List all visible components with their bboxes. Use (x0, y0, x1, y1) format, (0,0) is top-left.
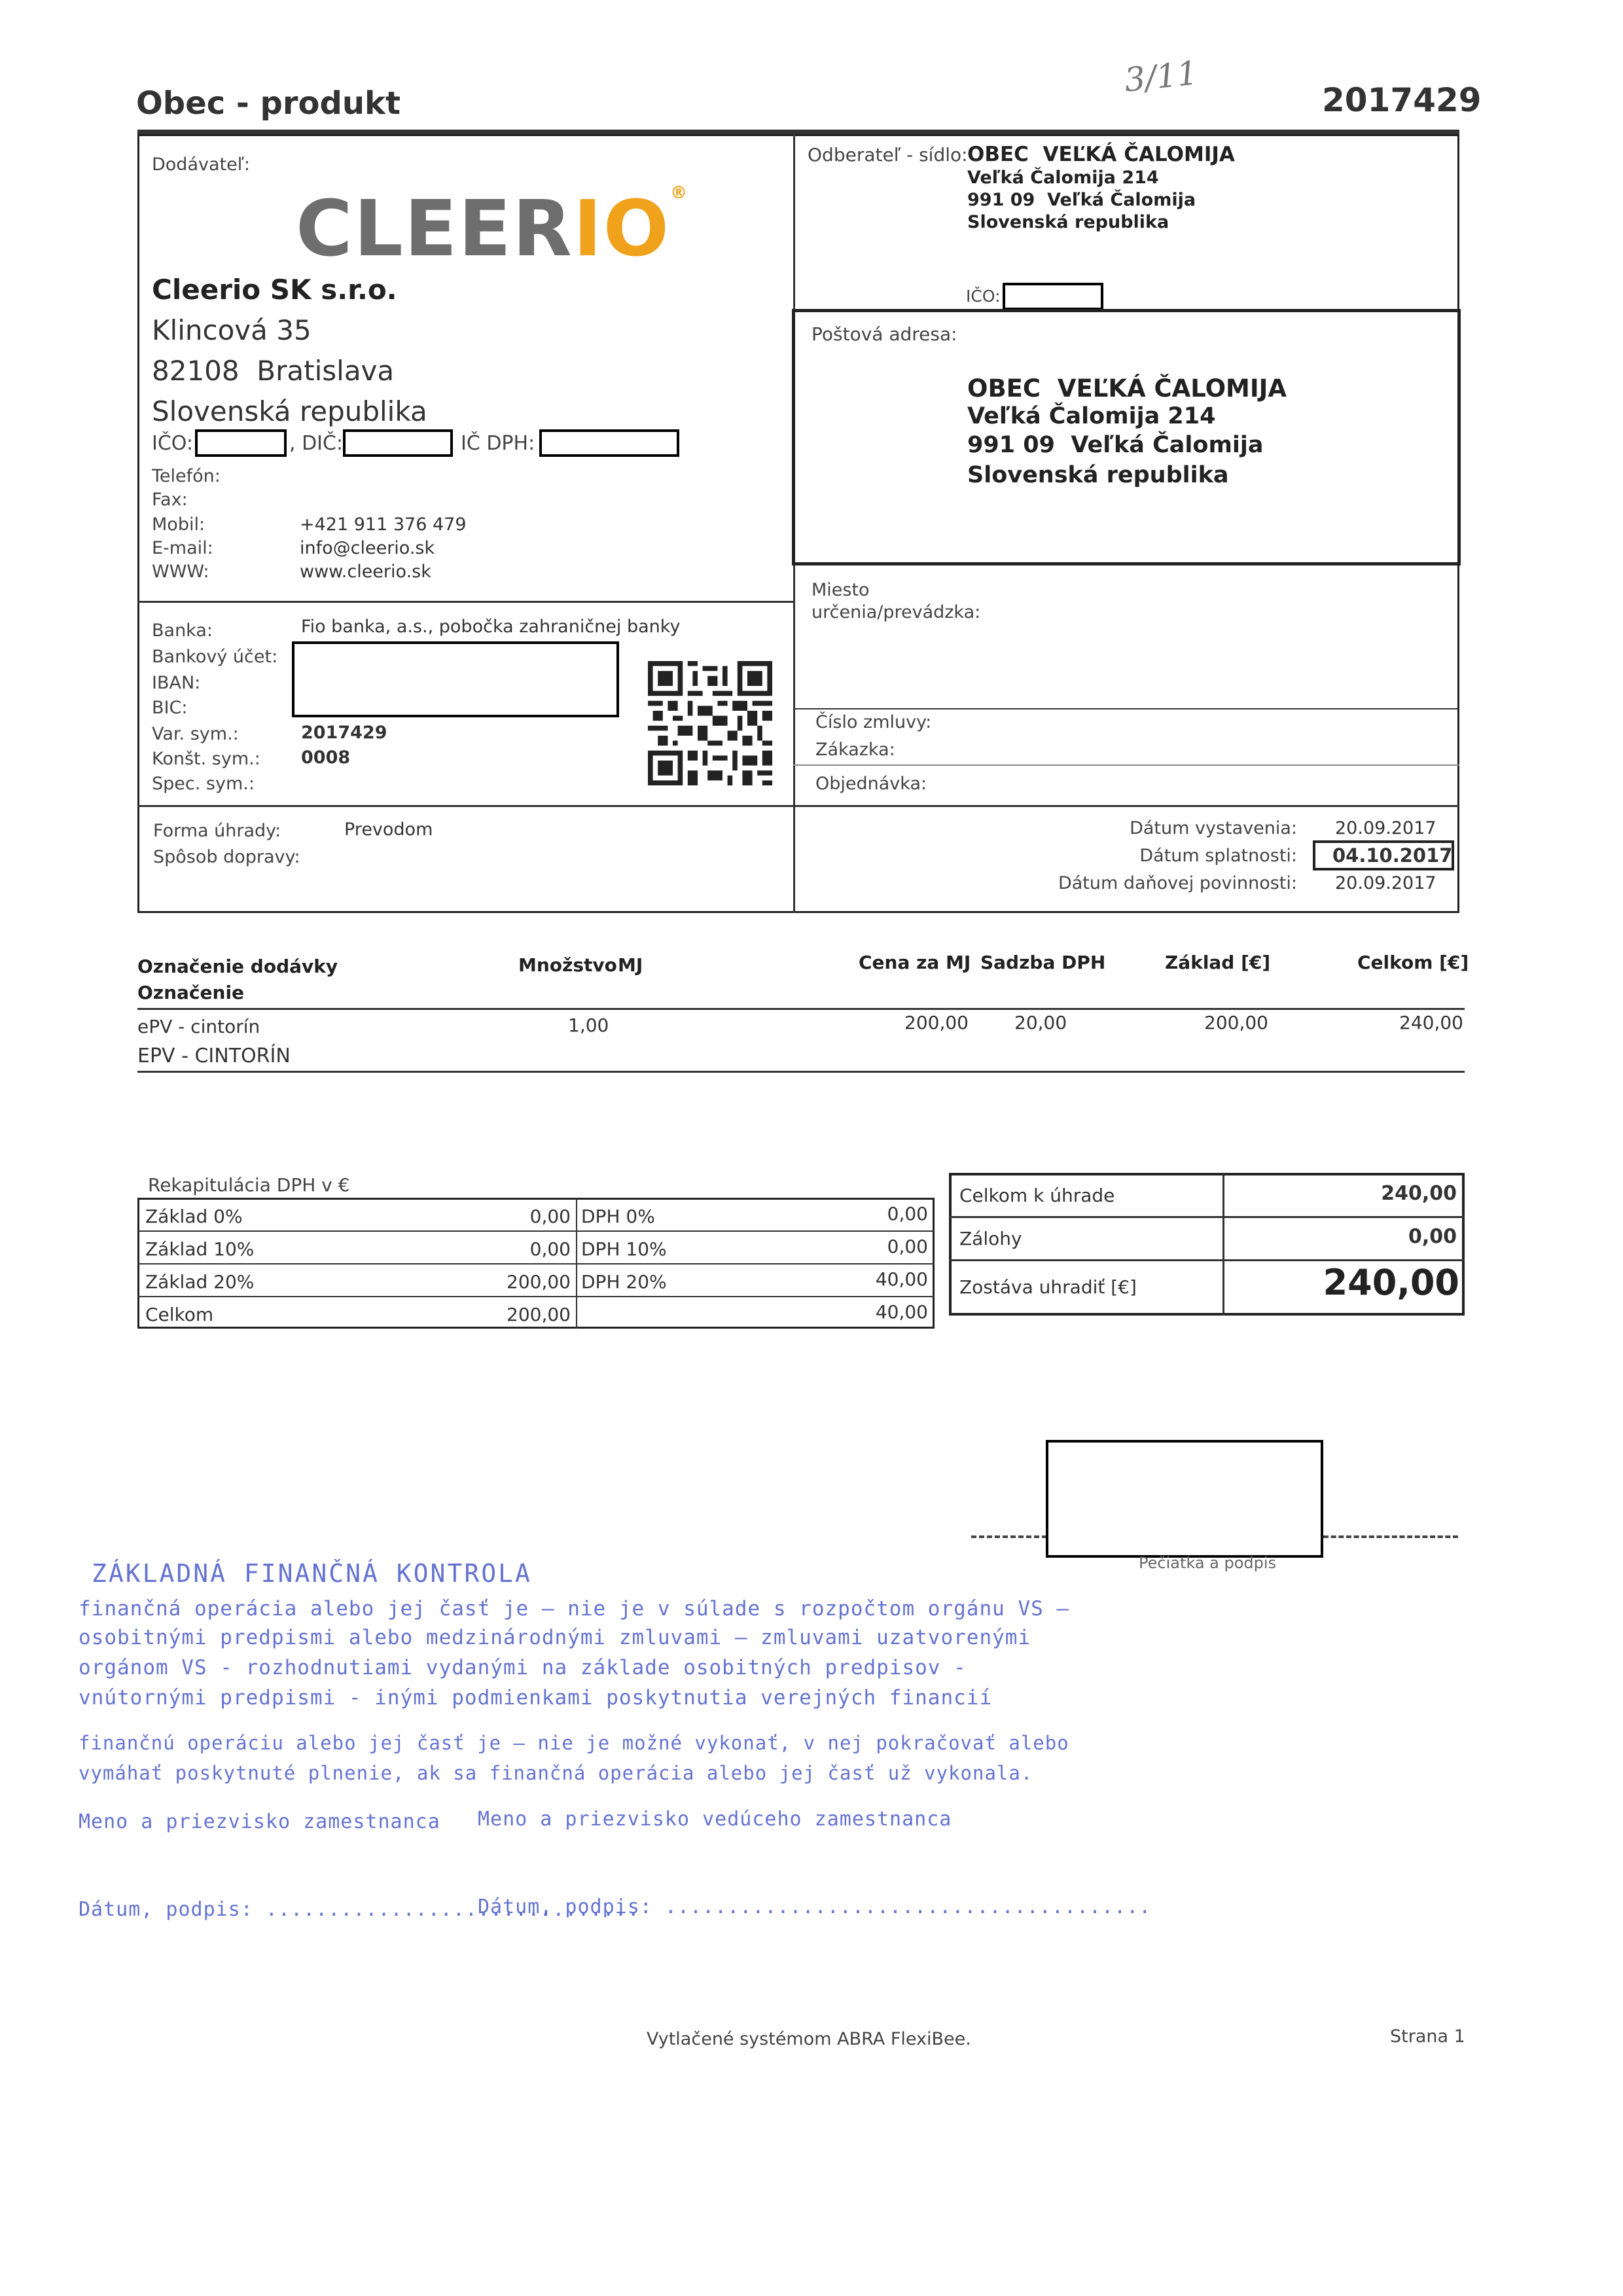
postal-city: 991 09 Veľká Čalomija (967, 432, 1264, 458)
supplier-dic-redacted (343, 429, 453, 457)
item-vat-rate: 20,00 (1014, 1012, 1067, 1033)
customer-ico-label: IČO: (966, 287, 1001, 306)
vat-label-0: DPH 0% (581, 1206, 655, 1227)
contact-label-phone: Telefón: (152, 466, 221, 486)
item-qty: 1,00 (568, 1014, 609, 1036)
shipping-label: Spôsob dopravy: (153, 847, 300, 867)
customer-ico-redacted (1003, 283, 1103, 310)
vat-value-0: 0,00 (887, 1203, 928, 1225)
issue-date-value: 20.09.2017 (1335, 818, 1436, 838)
stamp-manager-date-signature: Dátum, podpis: ....................................... (478, 1895, 1152, 1918)
vat-base-value-3: 200,00 (507, 1304, 571, 1325)
stamp-employee-name: Meno a priezvisko zamestnanca (79, 1810, 440, 1833)
contact-email-value[interactable]: info@cleerio.sk (300, 538, 435, 558)
tax-date-label: Dátum daňovej povinnosti: (1058, 873, 1297, 893)
spec-sym-label: Spec. sym.: (152, 774, 255, 794)
vat-col-divider (576, 1198, 577, 1329)
advances-value: 0,00 (1408, 1225, 1457, 1248)
contact-www-value[interactable]: www.cleerio.sk (300, 562, 431, 582)
stamp-line-2: osobitnými predpismi alebo medzinárodnými zmluvami – zmluvami uzatvorenými (79, 1626, 1031, 1649)
customer-name: OBEC VEĽKÁ ČALOMIJA (967, 143, 1235, 166)
bank-payment-divider (137, 805, 1459, 807)
vat-base-label-1: Základ 10% (145, 1238, 255, 1260)
col-header-total: Celkom [€] (1357, 952, 1469, 973)
const-sym-label: Konšt. sym.: (152, 749, 260, 769)
bic-label: BIC: (152, 698, 188, 718)
items-bottom-rule (137, 1071, 1465, 1073)
payment-method-label: Forma úhrady: (153, 821, 281, 841)
bank-label: Banka: (152, 620, 213, 641)
total-due-label: Celkom k úhrade (959, 1185, 1115, 1206)
postal-country: Slovenská republika (967, 462, 1229, 488)
po-label: Objednávka: (815, 774, 927, 794)
signature-dash-line-right (1323, 1535, 1458, 1538)
supplier-country: Slovenská republika (152, 395, 427, 427)
contact-label-www: WWW: (152, 562, 209, 582)
vat-row-divider (137, 1296, 935, 1297)
vat-base-value-0: 0,00 (529, 1206, 571, 1227)
stamp-line-1: finančná operácia alebo jej časť je – nie je v súlade s rozpočtom orgánu VS – (79, 1597, 1070, 1621)
totals-row-divider (949, 1259, 1465, 1261)
iban-label: IBAN: (152, 673, 201, 693)
advances-label: Zálohy (959, 1228, 1022, 1249)
item-total: 240,00 (1399, 1012, 1463, 1033)
vat-label-2: DPH 20% (581, 1271, 667, 1293)
postal-label: Poštová adresa: (812, 323, 957, 345)
customer-label: Odberateľ - sídlo: (808, 144, 968, 166)
supplier-name: Cleerio SK s.r.o. (152, 274, 397, 306)
supplier-city: 82108 Bratislava (152, 355, 395, 387)
postal-street: Veľká Čalomija 214 (967, 403, 1216, 429)
destination-label-2: určenia/prevádzka: (812, 602, 981, 622)
total-due-value: 240,00 (1381, 1182, 1457, 1205)
vat-row-divider (137, 1230, 935, 1232)
bank-value: Fio banka, a.s., pobočka zahraničnej banky (301, 617, 681, 637)
signature-label: Pečiatka a podpis (1139, 1554, 1277, 1572)
stamp-line-3: orgánom VS - rozhodnutiami vydanými na základe osobitných predpisov - (79, 1656, 967, 1679)
cleerio-logo: CLEERIO® (296, 183, 689, 274)
item-base: 200,00 (1204, 1012, 1268, 1033)
supplier-street: Klincová 35 (152, 314, 312, 346)
items-header-rule (137, 1008, 1465, 1010)
vat-base-value-1: 0,00 (529, 1238, 571, 1260)
payment-method-value: Prevodom (344, 819, 433, 840)
customer-city: 991 09 Veľká Čalomija (967, 190, 1196, 210)
vat-value-2: 40,00 (875, 1268, 928, 1290)
tax-date-value: 20.09.2017 (1335, 873, 1436, 893)
stamp-line-4: vnútornými predpismi - inými podmienkami poskytnutia verejných financií (79, 1686, 993, 1710)
payment-qr-code-icon (648, 661, 772, 785)
stamp-manager-name: Meno a priezvisko vedúceho zamestnanca (478, 1808, 952, 1831)
bank-account-label: Bankový účet: (152, 647, 278, 667)
vat-label-1: DPH 10% (581, 1238, 667, 1260)
customer-country: Slovenská republika (967, 212, 1169, 232)
col-header-unit: MJ (618, 954, 643, 976)
stamp-title: ZÁKLADNÁ FINANČNÁ KONTROLA (92, 1559, 532, 1588)
destination-divider (793, 708, 1459, 709)
supplier-label: Dodávateľ: (152, 154, 250, 175)
col-header-designation-2: Označenie (137, 982, 245, 1003)
footer-page-number: Strana 1 (1390, 2026, 1465, 2047)
remaining-value: 240,00 (1323, 1262, 1459, 1303)
vat-base-label-3: Celkom (145, 1304, 214, 1325)
supplier-dic-label: , DIČ: (289, 432, 344, 455)
issue-date-label: Dátum vystavenia: (1130, 818, 1297, 838)
handwritten-note: 3/11 (1122, 54, 1200, 99)
bank-account-redacted (292, 641, 619, 717)
document-number: 2017429 (1322, 81, 1482, 119)
totals-row-divider (949, 1216, 1465, 1218)
vat-value-3: 40,00 (875, 1301, 928, 1323)
item-designation: ePV - cintorín (137, 1016, 260, 1037)
customer-street: Veľká Čalomija 214 (967, 168, 1159, 188)
destination-label-1: Miesto (812, 580, 870, 600)
var-sym-label: Var. sym.: (152, 724, 239, 744)
supplier-icdph-label: IČ DPH: (461, 432, 535, 455)
stamp-line-5: finančnú operáciu alebo jej časť je – nie je možné vykonať, v nej pokračovať alebo (79, 1732, 1069, 1754)
totals-col-divider (1222, 1173, 1224, 1316)
vat-base-value-2: 200,00 (507, 1271, 571, 1293)
supplier-ico-label: IČO: (152, 432, 193, 455)
vat-summary-title: Rekapitulácia DPH v € (148, 1174, 350, 1196)
col-header-base: Základ [€] (1165, 952, 1271, 973)
stamp-employee-date-signature: Dátum, podpis: .............................. (79, 1898, 640, 1921)
supplier-ico-redacted (195, 429, 287, 457)
vat-base-label-2: Základ 20% (145, 1271, 255, 1293)
document-title: Obec - produkt (136, 85, 401, 122)
col-header-vat-rate: Sadzba DPH (980, 952, 1106, 973)
vat-base-label-0: Základ 0% (145, 1206, 243, 1227)
item-designation-2: EPV - CINTORÍN (137, 1045, 291, 1067)
remaining-label: Zostáva uhradiť [€] (959, 1276, 1137, 1298)
item-unit-price: 200,00 (904, 1012, 969, 1033)
contact-mobile-value: +421 911 376 479 (300, 514, 467, 535)
const-sym-value: 0008 (301, 747, 351, 768)
supplier-bank-divider (137, 601, 794, 603)
stamp-line-6: vymáhať poskytnuté plnenie, ak sa finančná operácia alebo jej časť už vykonala. (79, 1762, 1033, 1784)
contract-label: Číslo zmluvy: (815, 712, 932, 732)
var-sym-value: 2017429 (301, 723, 387, 743)
contact-label-mobile: Mobil: (152, 514, 205, 535)
signature-redacted (1046, 1440, 1323, 1558)
col-header-unit-price: Cena za MJ (859, 952, 971, 973)
col-header-qty: Množstvo (518, 954, 617, 976)
due-date-label: Dátum splatnosti: (1139, 846, 1297, 866)
vat-row-divider (137, 1263, 935, 1265)
contact-label-fax: Fax: (152, 490, 188, 510)
due-date-value: 04.10.2017 (1332, 844, 1453, 867)
signature-dash-line-left (971, 1535, 1047, 1538)
col-header-designation: Označenie dodávky (137, 956, 338, 977)
postal-name: OBEC VEĽKÁ ČALOMIJA (967, 374, 1287, 403)
vat-value-1: 0,00 (887, 1236, 928, 1257)
order-divider (793, 764, 1459, 766)
order-label: Zákazka: (815, 740, 895, 760)
footer-printed-by: Vytlačené systémom ABRA FlexiBee. (647, 2029, 971, 2049)
contact-label-email: E-mail: (152, 538, 213, 558)
supplier-icdph-redacted (539, 429, 679, 457)
